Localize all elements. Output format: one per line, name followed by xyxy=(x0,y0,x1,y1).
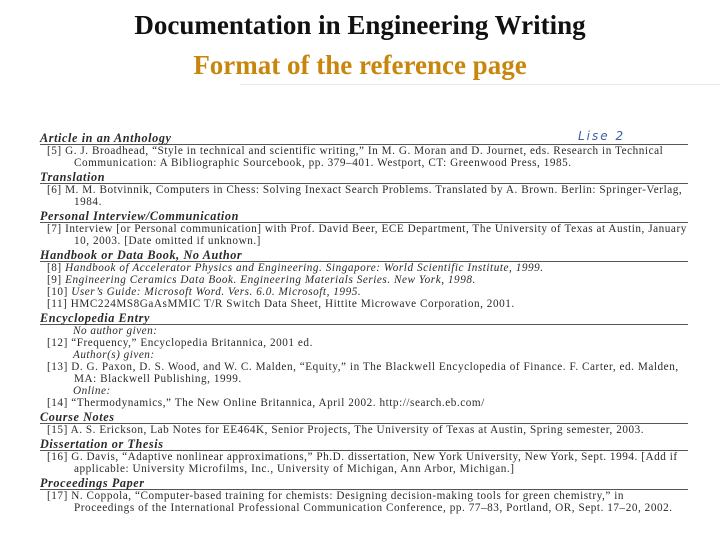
page-subtitle: Format of the reference page xyxy=(193,50,527,80)
subsection-label: Online: xyxy=(73,385,111,397)
reference-entry: [7] Interview [or Personal communication] with Prof. David Beer, ECE Department, The University of Texas at Austin, January 10, 2003. [Date omitted if unknown.] xyxy=(47,223,687,247)
section-heading: Course Notes xyxy=(40,411,688,424)
page-title: Documentation in Engineering Writing xyxy=(134,10,586,40)
subsection-label: Author(s) given: xyxy=(73,349,155,361)
section-heading: Personal Interview/Communication xyxy=(40,210,688,223)
section-heading: Proceedings Paper xyxy=(40,477,688,490)
section-heading: Dissertation or Thesis xyxy=(40,438,688,451)
reference-entry: [17] N. Coppola, “Computer-based training for chemists: Designing decision-making tools for green chemistry,” in Proceedings of the International Professional Communication Conference, pp. 77–83, Portland, OR, Sept. 17–20, 2002. xyxy=(47,490,673,514)
header-divider xyxy=(240,84,720,85)
scanned-reference-page xyxy=(40,130,688,535)
reference-entry: [16] G. Davis, “Adaptive nonlinear approximations,” Ph.D. dissertation, New York University, New York, Sept. 1994. [Add if applicable: University Microfilms, Inc., University of Michigan, Ann Arbor, Michigan.] xyxy=(47,451,678,475)
subsection-label: No author given: xyxy=(73,325,158,337)
section-heading: Handbook or Data Book, No Author xyxy=(40,249,688,262)
handwritten-note: Lise 2 xyxy=(578,129,626,143)
reference-entry: [12] “Frequency,” Encyclopedia Britannica, 2001 ed. xyxy=(47,337,313,349)
section-heading: Encyclopedia Entry xyxy=(40,312,688,325)
reference-entry: [5] G. J. Broadhead, “Style in technical and scientific writing,” In M. G. Moran and D. Journet, eds. Research in Technical Communication: A Bibliographic Sourcebook, pp. 379–401. Westport, CT: Greenwood Press, 1985. xyxy=(47,145,664,169)
section-heading: Translation xyxy=(40,171,688,184)
reference-entry: [13] D. G. Paxon, D. S. Wood, and W. C. Malden, “Equity,” in The Blackwell Encyclopedia of Finance. F. Carter, ed. Malden, MA: Blackwell Publishing, 1999. xyxy=(47,361,679,385)
section-heading: Article in an Anthology xyxy=(40,132,688,145)
reference-entry: [8] Handbook of Accelerator Physics and Engineering. Singapore: World Scientific Institute, 1999. xyxy=(47,262,544,274)
reference-entry: [14] “Thermodynamics,” The New Online Britannica, April 2002. http://search.eb.com/ xyxy=(47,397,485,409)
reference-entry: [9] Engineering Ceramics Data Book. Engineering Materials Series. New York, 1998. xyxy=(47,274,476,286)
reference-entry: [6] M. M. Botvinnik, Computers in Chess: Solving Inexact Search Problems. Translated by A. Brown. Berlin: Springer-Verlag, 1984. xyxy=(47,184,683,208)
reference-entry: [15] A. S. Erickson, Lab Notes for EE464K, Senior Projects, The University of Texas at Austin, Spring semester, 2003. xyxy=(47,424,645,436)
reference-entry: [11] HMC224MS8GaAsMMIC T/R Switch Data Sheet, Hittite Microwave Corporation, 2001. xyxy=(47,298,515,310)
reference-entry: [10] User’s Guide: Microsoft Word. Vers. 6.0. Microsoft, 1995. xyxy=(47,286,362,298)
